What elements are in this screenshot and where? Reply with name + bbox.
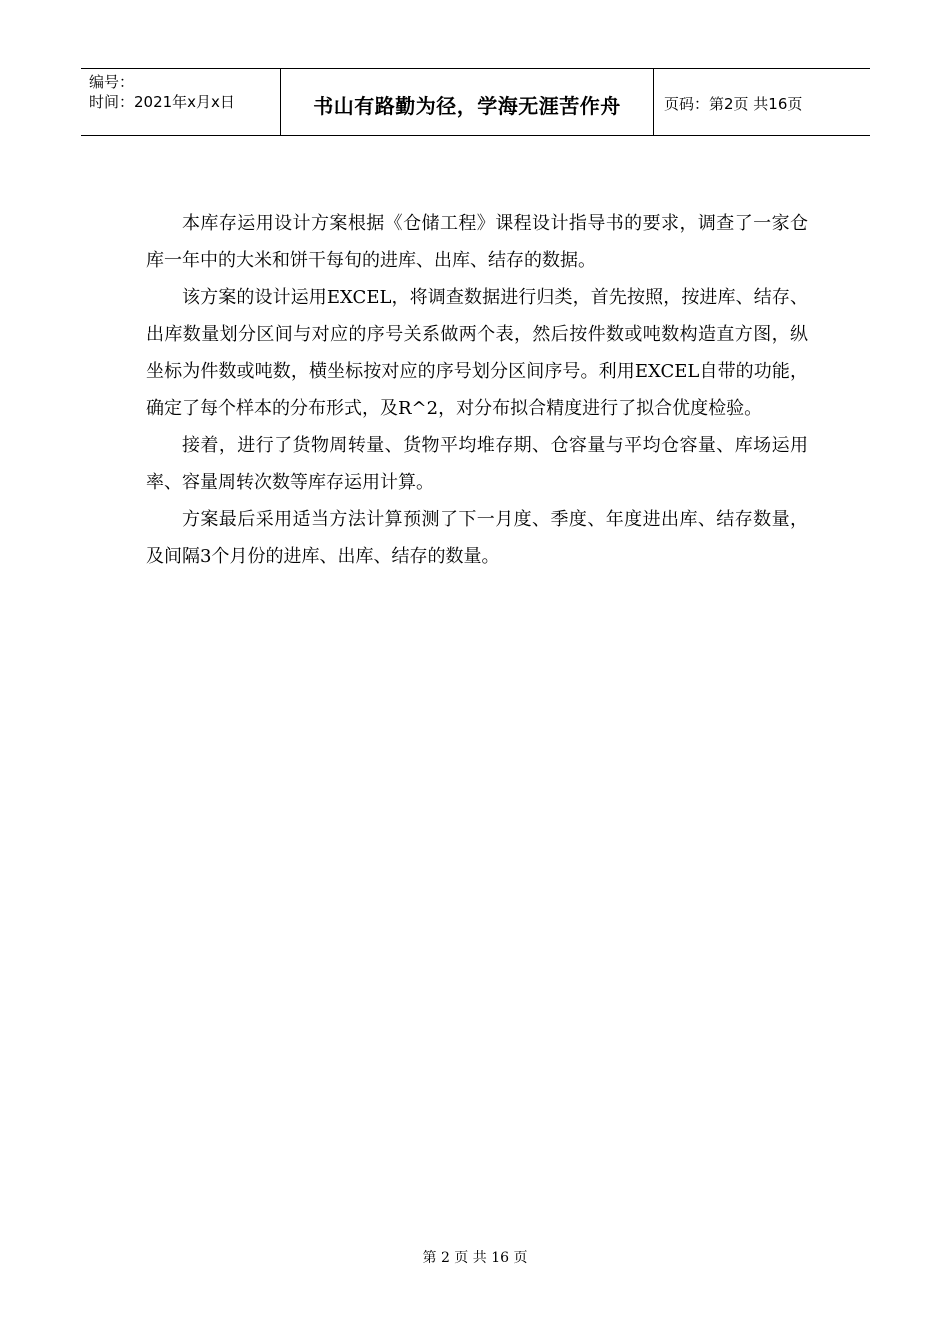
page-footer: 第 2 页 共 16 页	[422, 1250, 528, 1266]
page-header	[81, 68, 870, 136]
document-date-label: 时间：2021年x月x日	[89, 93, 235, 111]
document-number-label: 编号：	[89, 73, 135, 91]
body-paragraph: 该方案的设计运用EXCEL，将调查数据进行归类，首先按照，按进库、结存、出库数量划分区间与对应的序号关系做两个表，然后按件数或吨数构造直方图，纵坐标为件数或吨数，横坐标按对应的序号划分区间序号。利用EXCEL自带的功能，确定了每个样本的分布形式，及R^2，对分布拟合精度进行了拟合优度检验。	[146, 287, 808, 419]
body-paragraph: 本库存运用设计方案根据《仓储工程》课程设计指导书的要求，调查了一家仓库一年中的大米和饼干每旬的进库、出库、结存的数据。	[146, 213, 808, 271]
body-paragraph: 接着，进行了货物周转量、货物平均堆存期、仓容量与平均仓容量、库场运用率、容量周转次数等库存运用计算。	[146, 435, 808, 493]
document-body	[146, 205, 808, 575]
body-paragraph: 方案最后采用适当方法计算预测了下一月度、季度、年度进出库、结存数量，及间隔3个月份的进库、出库、结存的数量。	[146, 509, 808, 567]
header-motto: 书山有路勤为径，学海无涯苦作舟	[281, 69, 654, 135]
header-meta-cell	[81, 69, 281, 135]
header-page-info: 页码：第2页 共16页	[664, 94, 803, 113]
